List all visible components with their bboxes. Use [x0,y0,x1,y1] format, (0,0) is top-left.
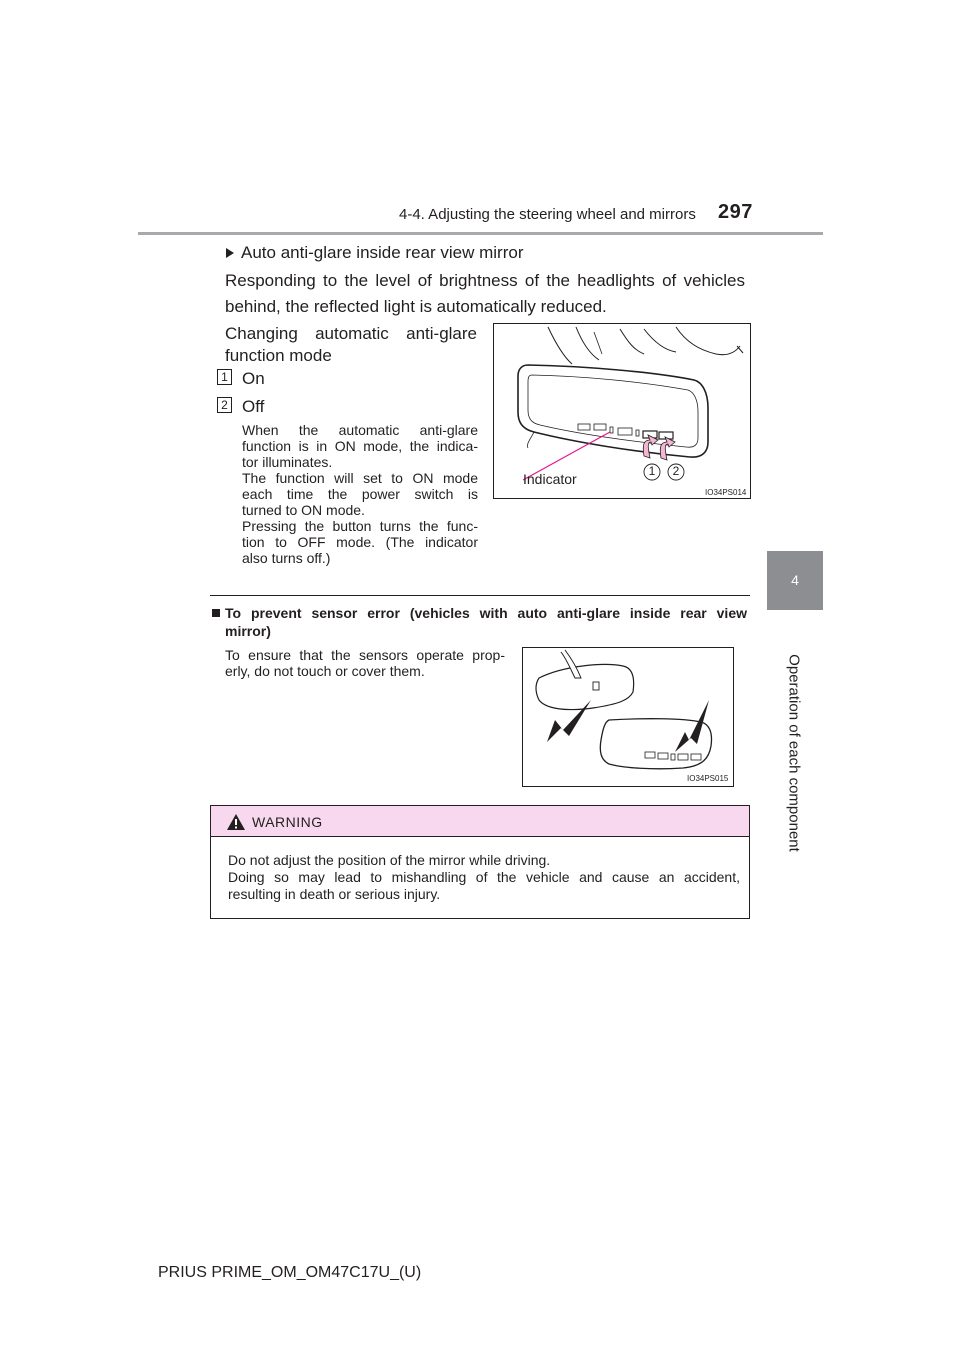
intro-line-2: behind, the reflected light is automatically reduced. [225,297,607,316]
section-title: 4-4. Adjusting the steering wheel and mirrors [399,206,696,223]
note-line: tor illuminates. [242,454,333,470]
intro-line-1: Responding to the level of brightness of the headlights of vehicles [225,271,745,290]
manual-code: PRIUS PRIME_OM_OM47C17U_(U) [158,1264,422,1281]
header-rule [138,232,823,235]
item-label-on: On [242,369,265,388]
figure-code: IO34PS015 [687,774,729,783]
note-line: tion to OFF mode. (The indicator [242,534,478,550]
warning-line-3: resulting in death or serious injury. [228,886,441,902]
sensor-body-line-1: To ensure that the sensors operate prop- [225,647,505,663]
indicator-label: Indicator [523,471,577,487]
sensor-illustration [522,647,734,787]
callout-2: 2 [672,464,680,478]
note-line: each time the power switch is [242,486,478,502]
chapter-tab: 4 [767,551,823,610]
warning-title: WARNING [252,814,323,830]
chapter-title [769,653,819,852]
note-line: Pressing the button turns the func- [242,518,478,534]
page-number: 297 [718,201,753,223]
section-divider [210,595,750,596]
square-bullet-icon [212,609,220,617]
figure-code: IO34PS014 [705,488,747,497]
changing-line-2: function mode [225,346,332,365]
note-line: The function will set to ON mode [242,470,478,486]
changing-line-1: Changing automatic anti-glare [225,324,477,343]
sensor-heading-line-2: mirror) [225,623,271,639]
item-label-off: Off [242,397,265,416]
sensor-drawing [523,648,733,786]
warning-triangle-icon [226,813,246,831]
sensor-body-line-2: erly, do not touch or cover them. [225,663,425,679]
note-line: function is in ON mode, the indica- [242,438,478,454]
item-number-1: 1 [217,369,232,385]
triangle-right-icon [225,247,235,259]
item-number-2: 2 [217,397,232,413]
mirror-illustration [493,323,751,499]
sensor-heading-line-1: To prevent sensor error (vehicles with auto anti-glare inside rear view [225,605,747,621]
chapter-title-text: Operation of each component [785,653,803,852]
warning-line-2: Doing so may lead to mishandling of the vehicle and cause an accident, [228,869,740,885]
note-line: turned to ON mode. [242,502,365,518]
mirror-heading: Auto anti-glare inside rear view mirror [241,243,524,262]
note-line: also turns off.) [242,550,331,566]
callout-1: 1 [648,464,656,478]
note-line: When the automatic anti-glare [242,422,478,438]
warning-line-1: Do not adjust the position of the mirror while driving. [228,852,551,868]
